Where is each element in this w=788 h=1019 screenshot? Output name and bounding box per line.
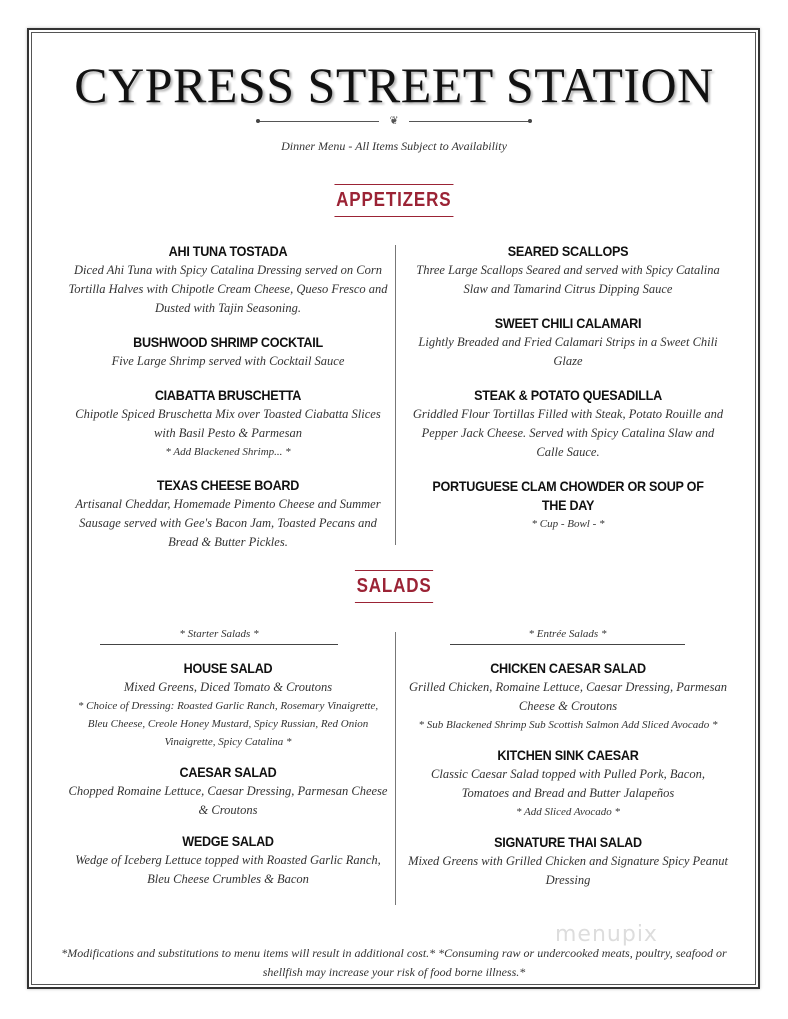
menu-item-name: SEARED SCALLOPS — [507, 243, 629, 259]
menu-item-name: HOUSE SALAD — [183, 660, 273, 676]
menu-item-description: Lightly Breaded and Fried Calamari Strips in a Sweet Chili Glaze — [418, 335, 718, 368]
menu-item-description: Chipotle Spiced Bruschetta Mix over Toasted Ciabatta Slices with Basil Pesto & Parmesan — [75, 407, 381, 440]
menu-item-name: STEAK & POTATO QUESADILLA — [474, 387, 662, 403]
appetizers-right-column — [408, 242, 728, 548]
entree-salads-label: * Entrée Salads * — [450, 628, 685, 645]
menu-item — [68, 333, 388, 371]
menu-item-name: SIGNATURE THAI SALAD — [494, 834, 642, 850]
menu-item-note: * Sub Blackened Shrimp Sub Scottish Salmon Add Sliced Avocado * — [418, 719, 718, 731]
menu-item — [68, 659, 388, 751]
menu-item — [408, 746, 728, 821]
footer-disclaimer: *Modifications and substitutions to menu items will result in additional cost.* *Consuming raw or undercooked meats, poultry, seafood or shellfish may increase your risk of food borne illness.* — [61, 946, 727, 979]
menu-item-description: Chopped Romaine Lettuce, Caesar Dressing, Parmesan Cheese & Croutons — [68, 784, 388, 817]
menu-item-description: Classic Caesar Salad topped with Pulled Pork, Bacon, Tomatoes and Bread and Butter Jalapeños — [431, 767, 705, 800]
menu-item-note: * Choice of Dressing: Roasted Garlic Ranch, Rosemary Vinaigrette, Bleu Cheese, Creole Honey Mustard, Spicy Russian, Red Onion Vinaigrette, Spicy Catalina * — [77, 700, 379, 748]
menu-item-name: SWEET CHILI CALAMARI — [494, 315, 642, 331]
appetizers-left-column — [68, 242, 388, 567]
menu-item — [68, 476, 388, 552]
menu-item-description: Mixed Greens with Grilled Chicken and Signature Spicy Peanut Dressing — [408, 854, 728, 887]
ornament-divider — [258, 114, 530, 127]
restaurant-title: CYPRESS STREET STATION — [74, 57, 714, 113]
salads-right-column — [408, 659, 728, 902]
menu-item-note: * Add Sliced Avocado * — [515, 806, 621, 818]
appetizers-heading: APPETIZERS — [0, 184, 788, 217]
salads-left-column — [68, 659, 388, 901]
menu-item — [68, 832, 388, 889]
watermark: menupix — [555, 922, 658, 947]
menu-item — [408, 242, 728, 299]
menu-item-note: * Cup - Bowl - * — [531, 518, 605, 530]
menu-item — [68, 386, 388, 461]
menu-item-name: CIABATTA BRUSCHETTA — [154, 387, 302, 403]
menu-item — [408, 477, 728, 533]
menu-item-description: Three Large Scallops Seared and served with Spicy Catalina Slaw and Tamarind Citrus Dipping Sauce — [416, 263, 720, 296]
menu-item — [408, 833, 728, 890]
column-divider — [395, 632, 396, 905]
menu-item-name: AHI TUNA TOSTADA — [168, 243, 288, 259]
column-divider — [395, 245, 396, 545]
menu-item — [408, 659, 728, 734]
menu-item — [68, 763, 388, 820]
menu-item-name: PORTUGUESE CLAM CHOWDER OR SOUP OF THE DAY — [432, 478, 704, 513]
menu-item — [68, 242, 388, 318]
menu-item-description: Diced Ahi Tuna with Spicy Catalina Dressing served on Corn Tortilla Halves with Chipotle Cream Cheese, Queso Fresco and Dusted with Tajin Seasoning. — [68, 263, 388, 315]
menu-item-description: Grilled Chicken, Romaine Lettuce, Caesar Dressing, Parmesan Cheese & Croutons — [409, 680, 727, 713]
menu-item-description: Wedge of Iceberg Lettuce topped with Roasted Garlic Ranch, Bleu Cheese Crumbles & Bacon — [75, 853, 381, 886]
menu-item-name: WEDGE SALAD — [182, 833, 274, 849]
menu-item-note: * Add Blackened Shrimp... * — [165, 446, 291, 458]
menu-item-description: Mixed Greens, Diced Tomato & Croutons — [123, 680, 333, 694]
menu-item-name: BUSHWOOD SHRIMP COCKTAIL — [133, 334, 323, 350]
menu-item-name: TEXAS CHEESE BOARD — [156, 477, 300, 493]
menu-item — [408, 386, 728, 462]
salads-heading: SALADS — [0, 570, 788, 603]
menu-item — [408, 314, 728, 371]
starter-salads-label: * Starter Salads * — [100, 628, 338, 645]
menu-subtitle: Dinner Menu - All Items Subject to Availability — [281, 139, 507, 153]
menu-item-name: KITCHEN SINK CAESAR — [497, 747, 639, 763]
menu-item-name: CAESAR SALAD — [179, 764, 277, 780]
menu-item-description: Five Large Shrimp served with Cocktail Sauce — [111, 354, 345, 368]
flourish-icon: ❦ — [379, 115, 409, 127]
menu-item-description: Artisanal Cheddar, Homemade Pimento Cheese and Summer Sausage served with Gee's Bacon Jam, Toasted Pecans and Bread & Butter Pickles. — [75, 497, 381, 549]
menu-item-description: Griddled Flour Tortillas Filled with Steak, Potato Rouille and Pepper Jack Cheese. Served with Spicy Catalina Slaw and Calle Sauce. — [412, 407, 724, 459]
menu-item-name: CHICKEN CAESAR SALAD — [490, 660, 646, 676]
